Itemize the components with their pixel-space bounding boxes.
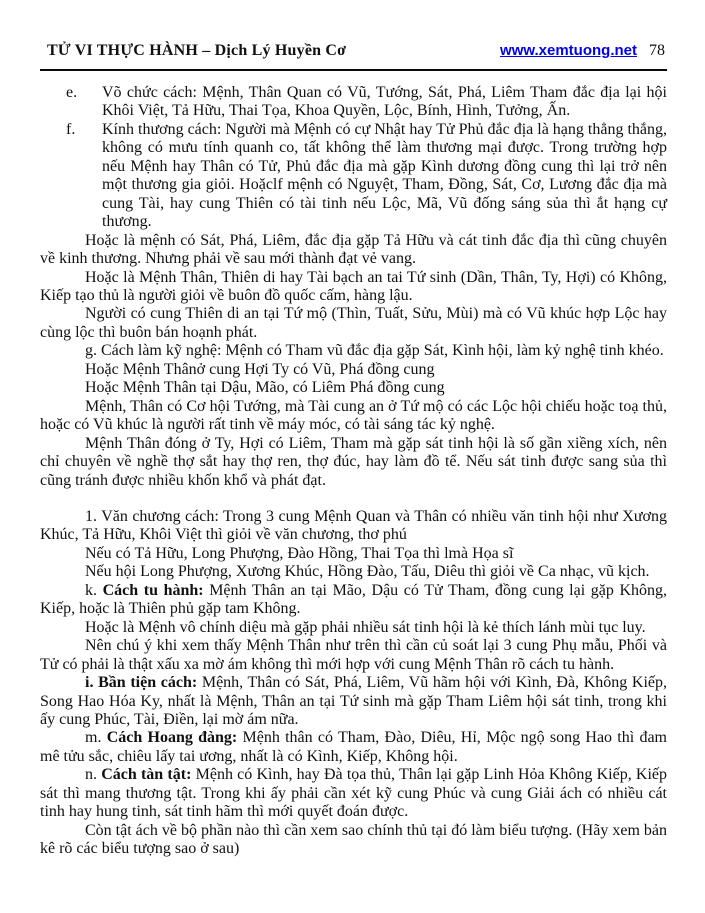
document-title: TỬ VI THỰC HÀNH – Dịch Lý Huyền Cơ (47, 42, 347, 59)
paragraph-n-cach-tan-tat (40, 766, 667, 821)
paragraph (40, 398, 667, 435)
list-item-text: Võ chức cách: Mệnh, Thân Quan có Vũ, Tướng, Sát, Phá, Liêm Tham đắc địa lại hội Khôi Việt, Tả Hữu, Thai Tọa, Khoa Quyền, Lộc, Bính, Hình, Tưởng, Ấn. (102, 84, 667, 120)
page-body (40, 84, 667, 859)
paragraph-text: Còn tật ách về bộ phần nào thì cần xem sao chính thủ tại đó làm biểu tượng. (Hãy xem bản kê rõ các biểu tượng sao ở sau) (40, 821, 667, 858)
paragraph-van-chuong-cach (40, 508, 667, 545)
paragraph-text: Hoặc là mệnh có Sát, Phá, Liêm, đắc địa gặp Tả Hữu và cát tinh đắc địa thì cũng chuyên về kinh thương. Nhưng phải về sau mới thành đạt vẻ vang. (40, 231, 667, 268)
paragraph-prefix: n. (85, 766, 102, 784)
site-link[interactable]: www.xemtuong.net (500, 42, 637, 59)
list-item-e (40, 84, 667, 121)
paragraph-text: Hoặc là Mệnh vô chính diệu mà gặp phải nhiều sát tinh hội là kẻ thích lánh mùi tục luy. (85, 618, 646, 636)
paragraph-text: Nên chú ý khi xem thấy Mệnh Thân như trên thì cần củ soát lại 3 cung Phụ mẫu, Phối và Tử có phải là thật xấu xa mờ ám không thì mới hợp với cung Mệnh Thân rõ cách tu hành. (40, 637, 667, 673)
paragraph-text: Cách làm kỹ nghệ: Mệnh có Tham vũ đắc địa gặp Sát, Kình hội, làm kỷ nghệ tinh khéo. (101, 342, 664, 360)
paragraph-prefix: g. (85, 342, 101, 360)
list-item-f (40, 121, 667, 232)
paragraph (40, 563, 667, 581)
paragraph-g-cach-lam-ky-nghe (40, 342, 667, 360)
list-item-text: Kính thương cách: Người mà Mệnh có cự Nhật hay Tử Phủ đắc địa là hạng thẳng thắng, không có mưu tính quanh co, tất không thể làm thương mại được. Trong trường hợp nếu Mệnh hay Thân có Tử, Phủ đắc địa mà gặp Kình dương đồng cung thì lại trở nên một thương gia giỏi. Hoặclf mệnh có Nguyệt, Tham, Đồng, Sát, Cơ, Lương đắc địa mà cung Tài, hay cung Thiên có tài tinh nếu Lộc, Mã, Vũ đống sáng sủa thì ắt hạng cự thương. (102, 120, 667, 231)
paragraph-text: Hoặc là Mệnh Thân, Thiên di hay Tài bạch an tai Tứ sinh (Dần, Thân, Ty, Hợi) có Không, Kiếp tạo thủ là người giỏi về buôn đồ quốc cấm, hàng lậu. (40, 268, 667, 304)
paragraph-bold-lead: i. Bần tiện cách: (85, 674, 198, 692)
list-marker: e. (66, 84, 78, 101)
paragraph-text: Nếu có Tả Hữu, Long Phượng, Đào Hồng, Thai Tọa thì lmà Họa sĩ (85, 544, 514, 562)
paragraph-text: Mệnh, Thân có Cơ hội Tướng, mà Tài cung an ở Tứ mộ có các Lộc hội chiếu hoặc toạ thủ, hoặc có Vũ khúc là người rất tinh về máy móc, có tài sáng tác kỷ nghệ. (40, 397, 667, 434)
paragraph-text: Mệnh, Thân có Sát, Phá, Liêm, Vũ hãm hội với Kình, Đà, Không Kiếp, Song Hao Hóa Ky, nhất là Mệnh, Thân an tại Tứ sinh mà gặp Tham Liêm hội sát tinh, trong khi ấy cung Phúc, Tài, Điền, lại mờ ám nữa. (40, 674, 668, 728)
paragraph (40, 232, 667, 269)
page-number: 78 (649, 42, 665, 59)
paragraph-text: Mệnh có Kình, hay Đà tọa thủ, Thân lại gặp Linh Hỏa Không Kiếp, Kiếp sát thì mang thương tật. Trong khi ấy phải cần xét kỹ cung Phúc và cung Giải ách có nhiều cát tinh hay hung tinh, sát tinh hãm thì mới quyết đoán được. (40, 766, 668, 821)
page-header (40, 42, 667, 60)
paragraph-text: Nếu hội Long Phượng, Xương Khúc, Hồng Đào, Tấu, Diêu thì giỏi về Ca nhạc, vũ kịch. (85, 563, 650, 581)
paragraph (40, 637, 667, 674)
paragraph (40, 822, 667, 859)
paragraph-text: Hoặc Mệnh Thân tại Dậu, Mão, có Liêm Phá đồng cung (85, 379, 445, 397)
paragraph (40, 379, 667, 397)
list-marker: f. (66, 120, 76, 138)
paragraph (40, 619, 667, 637)
paragraph-text: Mệnh Thân đóng ở Ty, Hợi có Liêm, Tham mà gặp sát tinh hội là số gần xiềng xích, nên chỉ chuyên về nghề thợ sắt hay thợ ren, thợ đúc, hay làm đồ tể. Nếu sát tinh được sang sủa thì cũng tránh được nhiều khốn khổ và phát đạt. (40, 434, 667, 489)
paragraph-m-cach-hoang-dang (40, 729, 667, 766)
paragraph-k-cach-tu-hanh (40, 582, 667, 619)
paragraph (40, 435, 667, 490)
paragraph-i-ban-tien-cach (40, 674, 667, 729)
paragraph (40, 269, 667, 306)
paragraph (40, 305, 667, 342)
paragraph-bold-lead: Cách tàn tật: (101, 766, 192, 784)
paragraph-bold-lead: Cách Hoang đàng: (106, 729, 238, 747)
paragraph-prefix: m. (85, 729, 107, 747)
paragraph-text: Hoặc Mệnh Thânở cung Hợi Ty có Vũ, Phá đồng cung (85, 360, 435, 378)
paragraph-text: Mệnh Thân an tại Mão, Dậu có Tử Tham, đồng cung lại gặp Không, Kiếp, hoặc là Thiên phủ gặp tam Không. (40, 581, 668, 618)
paragraph-text: 1. Văn chương cách: Trong 3 cung Mệnh Quan và Thân có nhiều văn tinh hội như Xương Khúc, Tả Hữu, Khôi Việt thì giỏi về văn chương, thơ phú (40, 507, 667, 544)
paragraph (40, 545, 667, 563)
header-divider (40, 69, 667, 71)
header-right (500, 42, 665, 60)
paragraph (40, 361, 667, 379)
paragraph-bold-lead: Cách tu hành: (102, 581, 204, 599)
paragraph-prefix: k. (85, 581, 103, 599)
paragraph-text: Người có cung Thiên di an tại Tứ mộ (Thìn, Tuất, Sửu, Mùi) mà có Vũ khúc hợp Lộc hay cùng lộc thì buôn bán hoạnh phát. (40, 305, 667, 341)
paragraph-text: Mệnh thân có Tham, Đào, Diêu, Hỉ, Mộc ngộ song Hao thì đam mê tửu sắc, chiêu lấy tai ương, nhất là có Kình, Kiếp, Không hội. (40, 729, 667, 765)
